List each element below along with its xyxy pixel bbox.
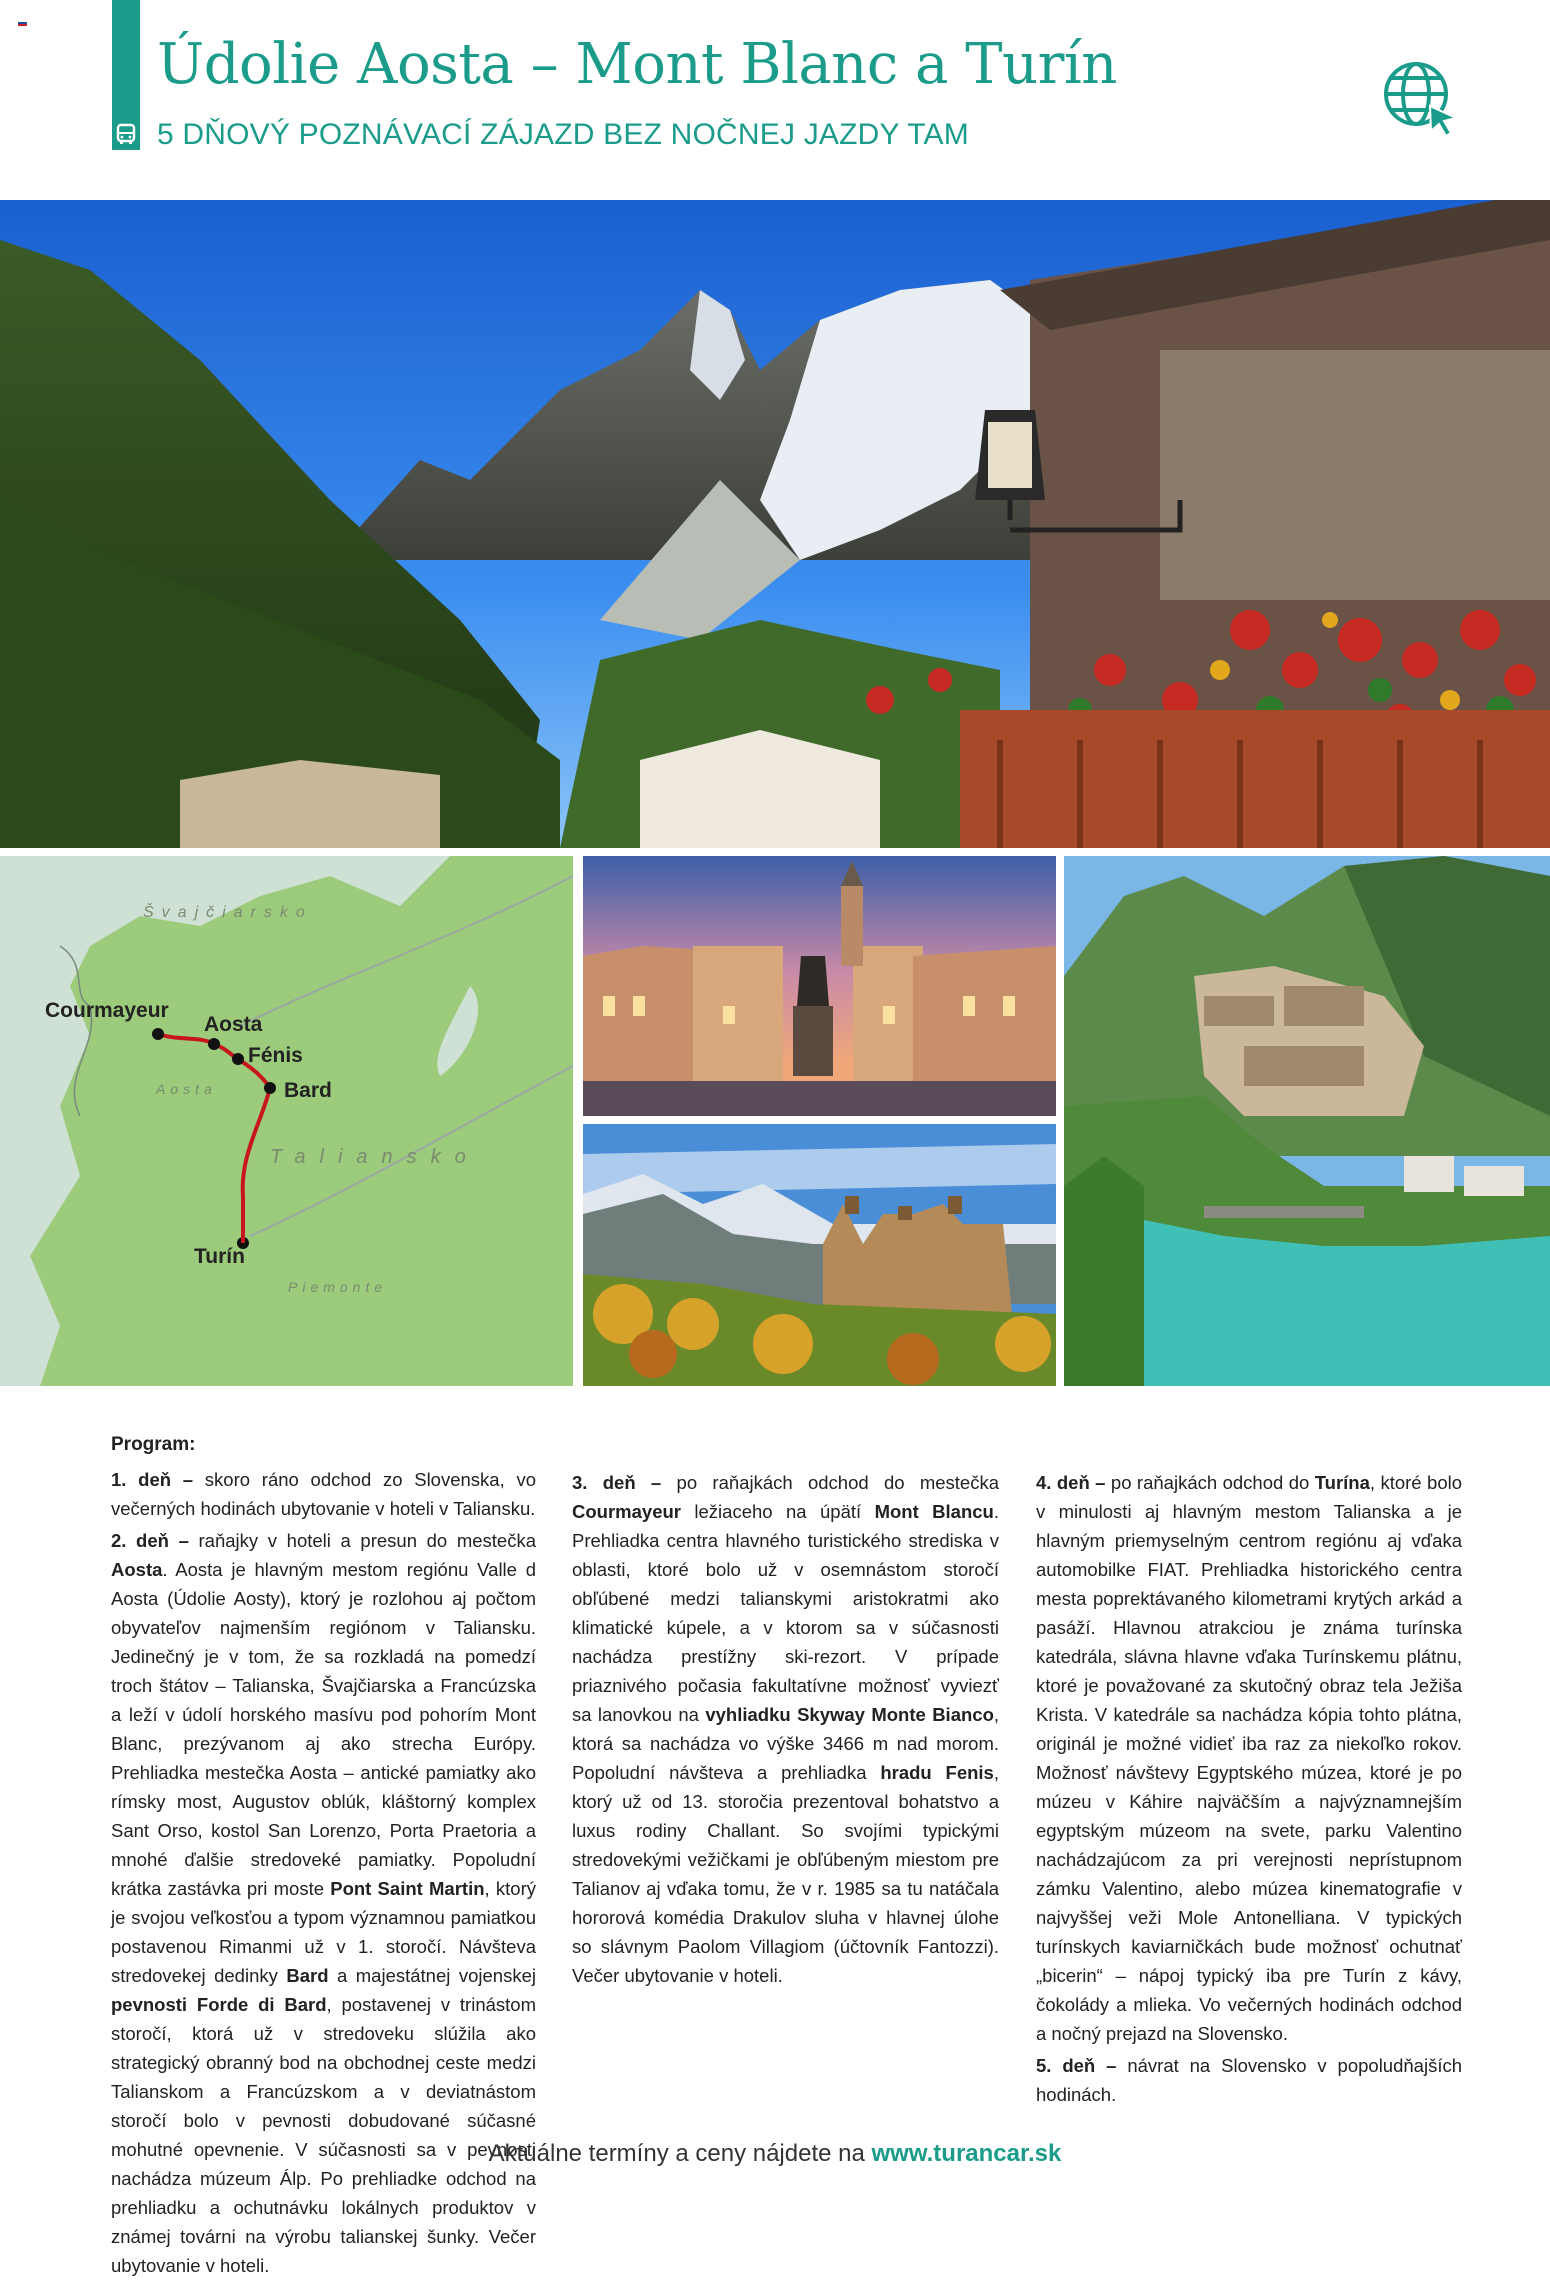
program-day-3 (572, 1468, 999, 1990)
map-region-switzerland: Švajčiarsko (143, 904, 313, 921)
program-heading: Program: (111, 1434, 196, 1455)
photo-turin-piazza (583, 856, 1056, 1116)
photo-bard-fortress (1064, 856, 1550, 1386)
day-text: po raňajkách odchod do (1105, 1472, 1315, 1493)
map-city-turin: Turín (194, 1245, 245, 1268)
day-text: a majestátnej vojenskej (328, 1965, 536, 1986)
program-day-4 (1036, 1468, 1462, 2048)
bus-icon (112, 120, 140, 148)
page-title: Údolie Aosta – Mont Blanc a Turín (157, 32, 1117, 97)
route-map (0, 856, 573, 1386)
day-label: 1. deň – (111, 1469, 194, 1490)
day-text: , ktoré bolo v minulosti aj hlavným mestom Talianska a je hlavným priemyselným centrom regiónu aj vďaka automobilke FIAT. Prehliadka historického centra mesta poprektávaného kilometrami krytých arkád a pasáží. Hlavnou atrakciou je známa turínska katedrála, slávna hlavne vďaka Turínskemu plátnu, ktoré je považované za skutočný obraz tela Ježiša Krista. V katedrále sa nachádza kópia tohto plátna, originál je možné vidieť iba raz za niekoľko rokov. Možnosť návštevy Egyptského múzea, ktoré je po múzeu v Káhire najväčším a najvýznamnejším egyptským múzeom na svete, parku Valentino nachádzajúcom za pri verejnosti neprístupnom zámku Valentino, alebo múzea kinematografie v najvyššej veži Mole Antonelliana. V typických turínskych kaviarničkách bude možnosť ochutnať „bicerin“ – nápoj typický iba pre Turín z kávy, čokolády a mlieka. Vo večerných hodinách odchod a nočný prejazd na Slovensko. (1036, 1472, 1463, 2044)
footer-text: Aktuálne termíny a ceny nájdete na (488, 2140, 872, 2167)
map-city-aosta: Aosta (204, 1013, 263, 1036)
day-text: skoro ráno odchod zo Slovenska, vo večerných hodinách ubytovanie v hoteli v Taliansku. (111, 1469, 536, 1519)
day-text: , ktorá sa nachádza vo výške 3466 m nad morom. Popoludní návšteva a prehliadka (572, 1704, 1000, 1783)
day-label: 4. deň – (1036, 1472, 1106, 1493)
day-text: . Aosta je hlavným mestom regiónu Valle d Aosta (Údolie Aosty), ktorý je rozlohou aj počtom obyvateľov najmenším regiónom v Taliansku. Jedinečný je v tom, že sa rozkladá na pomedzí troch štátov – Talianska, Švajčiarska a Francúzska a leží v údolí horského masívu pod pohorím Mont Blanc, prezývanom aj ako strecha Európy. Prehliadka mestečka Aosta – antické pamiatky ako rímsky most, Augustov oblúk, kláštorný komplex Sant Orso, kostol San Lorenzo, Porta Praetoria a mnohé ďalšie stredoveké pamiatky. Popoludní krátka zastávka pri moste (111, 1559, 536, 1899)
highlight-courmayeur: Courmayeur (572, 1501, 681, 1522)
day-text: po raňajkách odchod do mestečka (661, 1472, 1000, 1493)
highlight-fenis-castle: hradu Fenis (880, 1762, 994, 1783)
flag-icon (18, 20, 27, 27)
highlight-skyway: vyhliadku Skyway Monte Bianco (705, 1704, 994, 1725)
day-text: raňajky v hoteli a presun do mestečka (188, 1530, 536, 1551)
day-text: návrat na Slovensko v popoludňajších hodinách. (1036, 2055, 1462, 2105)
program-day-5 (1036, 2051, 1462, 2109)
day-label: 5. deň – (1036, 2055, 1117, 2076)
highlight-mont-blanc: Mont Blancu (874, 1501, 994, 1522)
day-text: . Prehliadka centra hlavného turistického strediska v oblasti, ktoré bolo už v osemnástom storočí obľúbené medzi talianskymi aristokratmi ako klimatické kúpele, a v ktorom sa v súčasnosti nachádza prestížny ski-rezort. V prípade priaznivého počasia fakultatívne možnosť vyviezť sa lanovkou na (572, 1501, 999, 1725)
program-day-1 (111, 1465, 536, 1523)
map-city-courmayeur: Courmayeur (45, 999, 169, 1022)
day-text: , postavenej v trinástom storočí, ktorá už v stredoveku slúžila ako strategický obranný bod na obchodnej ceste medzi Talianskom a Francúzskom a v deviatnástom storočí bolo v pevnosti dobudované súčasné mohutné opevnenie. V súčasnosti sa v pevnosti nachádza múzeum Álp. Po prehliadke odchod na prehliadku a ochutnávku lokálnych produktov v známej továrni na výrobu talianskej šunky. Večer ubytovanie v hoteli. (111, 1994, 536, 2276)
footer (0, 2140, 1550, 2168)
day-label: 3. deň – (572, 1472, 662, 1493)
highlight-forte-di-bard: pevnosti Forde di Bard (111, 1994, 327, 2015)
day-text: ležiaceho na úpätí (680, 1501, 875, 1522)
map-city-fenis: Fénis (248, 1044, 303, 1067)
highlight-aosta: Aosta (111, 1559, 163, 1580)
day-text: , ktorý je svojou veľkosťou a typom významnou pamiatkou postavenou Rimanmi už v 1. storočí. Návšteva stredovekej dedinky (111, 1878, 536, 1986)
program-column-3 (1036, 1468, 1462, 2112)
highlight-turin: Turína (1314, 1472, 1370, 1493)
map-region-italy: Taliansko (270, 1146, 480, 1168)
map-region-aosta: Aosta (156, 1081, 217, 1097)
map-region-piemonte: Piemonte (288, 1279, 388, 1295)
footer-website-link[interactable]: www.turancar.sk (871, 2140, 1062, 2167)
day-label: 2. deň – (111, 1530, 189, 1551)
highlight-pont-saint-martin: Pont Saint Martin (330, 1878, 485, 1899)
day-text: , ktorý už od 13. storočia prezentoval bohatstvo a luxus rodiny Challant. So svojími typickými stredovekými vežičkami je obľúbeným miestom pre Talianov aj vďaka tomu, že v r. 1985 sa tu natáčala hororová komédia Drakulov sluha v hlavnej úlohe so slávnym Paolom Villagiom (účtovník Fantozzi). Večer ubytovanie v hoteli. (572, 1762, 999, 1986)
program-column-2 (572, 1468, 999, 1993)
highlight-bard: Bard (286, 1965, 329, 1986)
page-subtitle: 5 DŇOVÝ POZNÁVACÍ ZÁJAZD BEZ NOČNEJ JAZDY TAM (157, 118, 969, 151)
globe-cursor-icon[interactable] (1380, 58, 1462, 140)
map-city-bard: Bard (284, 1079, 332, 1102)
hero-photo-mont-blanc (0, 200, 1550, 848)
photo-fenis-castle (583, 1124, 1056, 1386)
